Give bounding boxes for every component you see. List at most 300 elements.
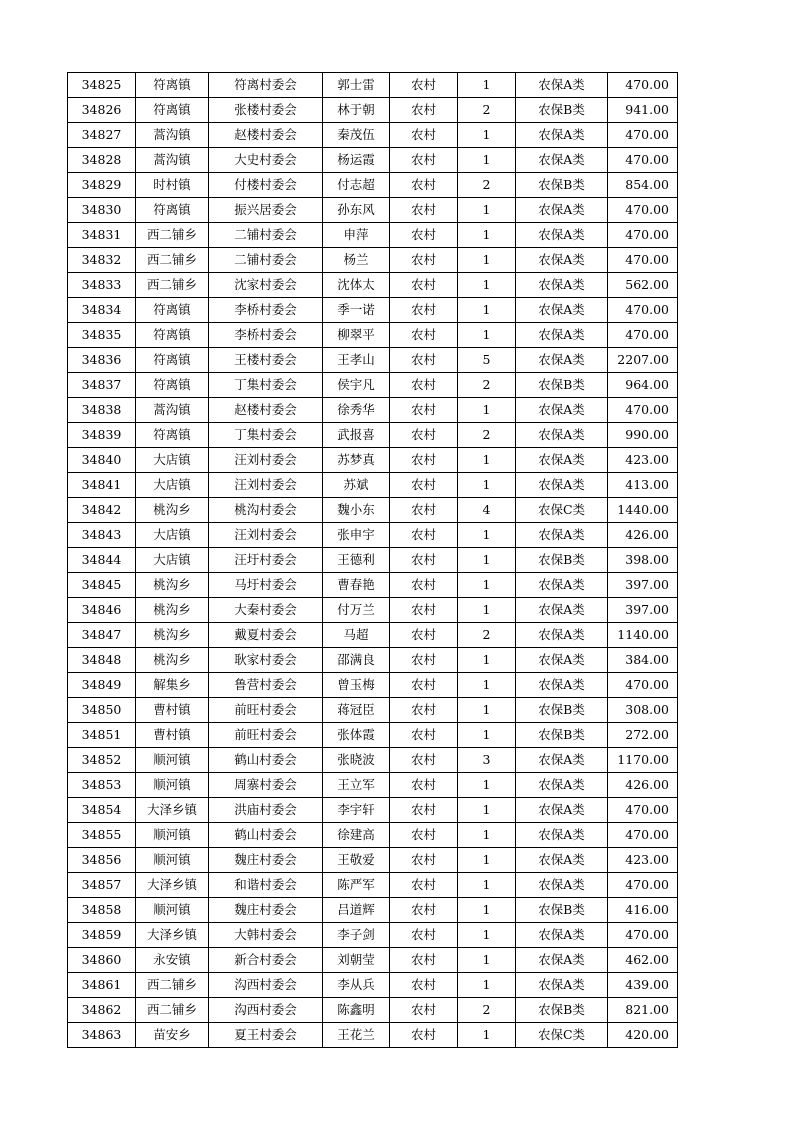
insurance-category-cell: 农保A类 <box>516 973 608 998</box>
insurance-category-cell: 农保A类 <box>516 273 608 298</box>
amount-cell: 384.00 <box>608 648 678 673</box>
amount-cell: 308.00 <box>608 698 678 723</box>
amount-cell: 426.00 <box>608 523 678 548</box>
insurance-category-cell: 农保A类 <box>516 298 608 323</box>
record-id-cell: 34839 <box>68 423 136 448</box>
name-cell: 魏小东 <box>323 498 390 523</box>
member-count-cell: 1 <box>458 848 516 873</box>
town-cell: 大泽乡镇 <box>136 923 209 948</box>
insurance-category-cell: 农保A类 <box>516 948 608 973</box>
record-id-cell: 34843 <box>68 523 136 548</box>
village-cell: 汪圩村委会 <box>209 548 323 573</box>
name-cell: 王德利 <box>323 548 390 573</box>
town-cell: 符离镇 <box>136 98 209 123</box>
village-cell: 魏庄村委会 <box>209 898 323 923</box>
table-row <box>68 848 678 873</box>
record-id-cell: 34832 <box>68 248 136 273</box>
name-cell: 张体霞 <box>323 723 390 748</box>
amount-cell: 854.00 <box>608 173 678 198</box>
village-cell: 鹤山村委会 <box>209 748 323 773</box>
table-row <box>68 798 678 823</box>
member-count-cell: 1 <box>458 148 516 173</box>
record-id-cell: 34862 <box>68 998 136 1023</box>
town-cell: 西二铺乡 <box>136 273 209 298</box>
member-count-cell: 1 <box>458 548 516 573</box>
insurance-category-cell: 农保A类 <box>516 348 608 373</box>
name-cell: 王孝山 <box>323 348 390 373</box>
insurance-category-cell: 农保B类 <box>516 548 608 573</box>
record-id-cell: 34857 <box>68 873 136 898</box>
table-row <box>68 898 678 923</box>
town-cell: 符离镇 <box>136 298 209 323</box>
name-cell: 李子剑 <box>323 923 390 948</box>
village-cell: 二铺村委会 <box>209 223 323 248</box>
table-row <box>68 948 678 973</box>
village-cell: 桃沟村委会 <box>209 498 323 523</box>
name-cell: 蒋冠臣 <box>323 698 390 723</box>
town-cell: 桃沟乡 <box>136 648 209 673</box>
insurance-category-cell: 农保B类 <box>516 723 608 748</box>
town-cell: 顺河镇 <box>136 748 209 773</box>
household-type-cell: 农村 <box>390 948 458 973</box>
name-cell: 郭士雷 <box>323 73 390 98</box>
household-type-cell: 农村 <box>390 898 458 923</box>
household-type-cell: 农村 <box>390 173 458 198</box>
village-cell: 李桥村委会 <box>209 323 323 348</box>
amount-cell: 470.00 <box>608 798 678 823</box>
name-cell: 徐建高 <box>323 823 390 848</box>
village-cell: 周寨村委会 <box>209 773 323 798</box>
town-cell: 桃沟乡 <box>136 498 209 523</box>
household-type-cell: 农村 <box>390 273 458 298</box>
amount-cell: 990.00 <box>608 423 678 448</box>
name-cell: 王敬爱 <box>323 848 390 873</box>
member-count-cell: 1 <box>458 798 516 823</box>
town-cell: 西二铺乡 <box>136 223 209 248</box>
town-cell: 顺河镇 <box>136 848 209 873</box>
household-type-cell: 农村 <box>390 773 458 798</box>
household-type-cell: 农村 <box>390 373 458 398</box>
insurance-category-cell: 农保A类 <box>516 398 608 423</box>
table-row <box>68 98 678 123</box>
member-count-cell: 1 <box>458 248 516 273</box>
town-cell: 符离镇 <box>136 73 209 98</box>
table-row <box>68 673 678 698</box>
household-type-cell: 农村 <box>390 423 458 448</box>
town-cell: 苗安乡 <box>136 1023 209 1048</box>
name-cell: 马超 <box>323 623 390 648</box>
amount-cell: 1140.00 <box>608 623 678 648</box>
amount-cell: 423.00 <box>608 448 678 473</box>
name-cell: 曾玉梅 <box>323 673 390 698</box>
insurance-category-cell: 农保A类 <box>516 573 608 598</box>
member-count-cell: 1 <box>458 698 516 723</box>
town-cell: 西二铺乡 <box>136 248 209 273</box>
town-cell: 大店镇 <box>136 473 209 498</box>
name-cell: 秦茂伍 <box>323 123 390 148</box>
record-id-cell: 34826 <box>68 98 136 123</box>
member-count-cell: 1 <box>458 298 516 323</box>
amount-cell: 470.00 <box>608 673 678 698</box>
amount-cell: 470.00 <box>608 923 678 948</box>
amount-cell: 470.00 <box>608 148 678 173</box>
village-cell: 李桥村委会 <box>209 298 323 323</box>
insurance-category-cell: 农保A类 <box>516 123 608 148</box>
village-cell: 汪刘村委会 <box>209 448 323 473</box>
town-cell: 顺河镇 <box>136 898 209 923</box>
town-cell: 符离镇 <box>136 348 209 373</box>
amount-cell: 1170.00 <box>608 748 678 773</box>
table-row <box>68 173 678 198</box>
record-id-cell: 34853 <box>68 773 136 798</box>
record-id-cell: 34837 <box>68 373 136 398</box>
village-cell: 鹤山村委会 <box>209 823 323 848</box>
town-cell: 顺河镇 <box>136 773 209 798</box>
name-cell: 王花兰 <box>323 1023 390 1048</box>
insurance-category-cell: 农保B类 <box>516 698 608 723</box>
record-id-cell: 34848 <box>68 648 136 673</box>
record-id-cell: 34833 <box>68 273 136 298</box>
amount-cell: 426.00 <box>608 773 678 798</box>
table-row <box>68 623 678 648</box>
insurance-category-cell: 农保A类 <box>516 448 608 473</box>
village-cell: 戴夏村委会 <box>209 623 323 648</box>
village-cell: 丁集村委会 <box>209 373 323 398</box>
record-id-cell: 34827 <box>68 123 136 148</box>
member-count-cell: 1 <box>458 598 516 623</box>
town-cell: 大店镇 <box>136 523 209 548</box>
member-count-cell: 1 <box>458 648 516 673</box>
amount-cell: 470.00 <box>608 73 678 98</box>
record-id-cell: 34861 <box>68 973 136 998</box>
town-cell: 大泽乡镇 <box>136 798 209 823</box>
member-count-cell: 1 <box>458 573 516 598</box>
town-cell: 时村镇 <box>136 173 209 198</box>
table-row <box>68 548 678 573</box>
village-cell: 鲁营村委会 <box>209 673 323 698</box>
town-cell: 蒿沟镇 <box>136 148 209 173</box>
table-row <box>68 223 678 248</box>
household-type-cell: 农村 <box>390 623 458 648</box>
town-cell: 符离镇 <box>136 373 209 398</box>
household-type-cell: 农村 <box>390 448 458 473</box>
household-type-cell: 农村 <box>390 848 458 873</box>
table-row <box>68 598 678 623</box>
town-cell: 曹村镇 <box>136 723 209 748</box>
name-cell: 付万兰 <box>323 598 390 623</box>
record-id-cell: 34844 <box>68 548 136 573</box>
table-row <box>68 323 678 348</box>
member-count-cell: 1 <box>458 323 516 348</box>
member-count-cell: 1 <box>458 723 516 748</box>
insurance-category-cell: 农保A类 <box>516 523 608 548</box>
record-id-cell: 34831 <box>68 223 136 248</box>
insurance-category-cell: 农保B类 <box>516 373 608 398</box>
town-cell: 西二铺乡 <box>136 998 209 1023</box>
record-id-cell: 34830 <box>68 198 136 223</box>
record-id-cell: 34854 <box>68 798 136 823</box>
member-count-cell: 1 <box>458 123 516 148</box>
household-type-cell: 农村 <box>390 298 458 323</box>
member-count-cell: 3 <box>458 748 516 773</box>
town-cell: 永安镇 <box>136 948 209 973</box>
data-table <box>67 72 678 1048</box>
village-cell: 夏王村委会 <box>209 1023 323 1048</box>
insurance-category-cell: 农保B类 <box>516 998 608 1023</box>
name-cell: 柳翠平 <box>323 323 390 348</box>
village-cell: 赵楼村委会 <box>209 398 323 423</box>
member-count-cell: 1 <box>458 223 516 248</box>
record-id-cell: 34835 <box>68 323 136 348</box>
member-count-cell: 1 <box>458 823 516 848</box>
household-type-cell: 农村 <box>390 73 458 98</box>
amount-cell: 941.00 <box>608 98 678 123</box>
table-row <box>68 423 678 448</box>
town-cell: 蒿沟镇 <box>136 398 209 423</box>
insurance-category-cell: 农保B类 <box>516 898 608 923</box>
table-row <box>68 873 678 898</box>
member-count-cell: 1 <box>458 873 516 898</box>
amount-cell: 397.00 <box>608 573 678 598</box>
table-row <box>68 573 678 598</box>
village-cell: 符离村委会 <box>209 73 323 98</box>
table-row <box>68 448 678 473</box>
insurance-category-cell: 农保A类 <box>516 623 608 648</box>
household-type-cell: 农村 <box>390 598 458 623</box>
household-type-cell: 农村 <box>390 873 458 898</box>
household-type-cell: 农村 <box>390 323 458 348</box>
record-id-cell: 34859 <box>68 923 136 948</box>
member-count-cell: 2 <box>458 98 516 123</box>
household-type-cell: 农村 <box>390 198 458 223</box>
household-type-cell: 农村 <box>390 673 458 698</box>
table-row <box>68 298 678 323</box>
town-cell: 符离镇 <box>136 198 209 223</box>
insurance-category-cell: 农保A类 <box>516 323 608 348</box>
insurance-category-cell: 农保B类 <box>516 98 608 123</box>
table-row <box>68 998 678 1023</box>
name-cell: 李宇轩 <box>323 798 390 823</box>
insurance-category-cell: 农保A类 <box>516 823 608 848</box>
member-count-cell: 1 <box>458 273 516 298</box>
village-cell: 沟西村委会 <box>209 973 323 998</box>
table-row <box>68 773 678 798</box>
town-cell: 符离镇 <box>136 423 209 448</box>
table-row <box>68 73 678 98</box>
table-row <box>68 373 678 398</box>
amount-cell: 1440.00 <box>608 498 678 523</box>
amount-cell: 470.00 <box>608 123 678 148</box>
member-count-cell: 1 <box>458 923 516 948</box>
record-id-cell: 34842 <box>68 498 136 523</box>
village-cell: 前旺村委会 <box>209 698 323 723</box>
table-row <box>68 823 678 848</box>
name-cell: 苏斌 <box>323 473 390 498</box>
member-count-cell: 2 <box>458 423 516 448</box>
household-type-cell: 农村 <box>390 223 458 248</box>
town-cell: 大泽乡镇 <box>136 873 209 898</box>
name-cell: 杨兰 <box>323 248 390 273</box>
household-type-cell: 农村 <box>390 923 458 948</box>
table-row <box>68 498 678 523</box>
village-cell: 前旺村委会 <box>209 723 323 748</box>
amount-cell: 462.00 <box>608 948 678 973</box>
name-cell: 杨运霞 <box>323 148 390 173</box>
household-type-cell: 农村 <box>390 523 458 548</box>
name-cell: 徐秀华 <box>323 398 390 423</box>
amount-cell: 420.00 <box>608 1023 678 1048</box>
record-id-cell: 34828 <box>68 148 136 173</box>
household-type-cell: 农村 <box>390 548 458 573</box>
record-id-cell: 34846 <box>68 598 136 623</box>
insurance-category-cell: 农保A类 <box>516 148 608 173</box>
record-id-cell: 34845 <box>68 573 136 598</box>
insurance-category-cell: 农保B类 <box>516 173 608 198</box>
household-type-cell: 农村 <box>390 973 458 998</box>
town-cell: 桃沟乡 <box>136 623 209 648</box>
village-cell: 魏庄村委会 <box>209 848 323 873</box>
table-body <box>68 73 678 1048</box>
village-cell: 洪庙村委会 <box>209 798 323 823</box>
name-cell: 申萍 <box>323 223 390 248</box>
village-cell: 马圩村委会 <box>209 573 323 598</box>
member-count-cell: 1 <box>458 198 516 223</box>
insurance-category-cell: 农保A类 <box>516 648 608 673</box>
amount-cell: 964.00 <box>608 373 678 398</box>
household-type-cell: 农村 <box>390 148 458 173</box>
town-cell: 桃沟乡 <box>136 573 209 598</box>
amount-cell: 423.00 <box>608 848 678 873</box>
household-type-cell: 农村 <box>390 248 458 273</box>
name-cell: 吕道辉 <box>323 898 390 923</box>
name-cell: 孙东风 <box>323 198 390 223</box>
insurance-category-cell: 农保A类 <box>516 773 608 798</box>
village-cell: 耿家村委会 <box>209 648 323 673</box>
town-cell: 西二铺乡 <box>136 973 209 998</box>
record-id-cell: 34838 <box>68 398 136 423</box>
member-count-cell: 5 <box>458 348 516 373</box>
town-cell: 曹村镇 <box>136 698 209 723</box>
name-cell: 刘朝莹 <box>323 948 390 973</box>
amount-cell: 416.00 <box>608 898 678 923</box>
member-count-cell: 1 <box>458 448 516 473</box>
household-type-cell: 农村 <box>390 698 458 723</box>
name-cell: 陈鑫明 <box>323 998 390 1023</box>
town-cell: 桃沟乡 <box>136 598 209 623</box>
record-id-cell: 34858 <box>68 898 136 923</box>
member-count-cell: 2 <box>458 998 516 1023</box>
member-count-cell: 2 <box>458 373 516 398</box>
table-row <box>68 348 678 373</box>
table-row <box>68 523 678 548</box>
amount-cell: 470.00 <box>608 198 678 223</box>
record-id-cell: 34847 <box>68 623 136 648</box>
insurance-category-cell: 农保A类 <box>516 848 608 873</box>
amount-cell: 470.00 <box>608 398 678 423</box>
name-cell: 季一诺 <box>323 298 390 323</box>
household-type-cell: 农村 <box>390 798 458 823</box>
village-cell: 新合村委会 <box>209 948 323 973</box>
village-cell: 赵楼村委会 <box>209 123 323 148</box>
record-id-cell: 34852 <box>68 748 136 773</box>
member-count-cell: 1 <box>458 1023 516 1048</box>
village-cell: 王楼村委会 <box>209 348 323 373</box>
village-cell: 大秦村委会 <box>209 598 323 623</box>
member-count-cell: 1 <box>458 948 516 973</box>
insurance-category-cell: 农保A类 <box>516 923 608 948</box>
record-id-cell: 34860 <box>68 948 136 973</box>
name-cell: 苏梦真 <box>323 448 390 473</box>
town-cell: 解集乡 <box>136 673 209 698</box>
table-row <box>68 723 678 748</box>
member-count-cell: 1 <box>458 898 516 923</box>
amount-cell: 2207.00 <box>608 348 678 373</box>
household-type-cell: 农村 <box>390 348 458 373</box>
name-cell: 武报喜 <box>323 423 390 448</box>
table-row <box>68 148 678 173</box>
insurance-category-cell: 农保A类 <box>516 798 608 823</box>
village-cell: 振兴居委会 <box>209 198 323 223</box>
record-id-cell: 34856 <box>68 848 136 873</box>
amount-cell: 470.00 <box>608 823 678 848</box>
member-count-cell: 1 <box>458 73 516 98</box>
table-row <box>68 748 678 773</box>
household-type-cell: 农村 <box>390 398 458 423</box>
town-cell: 大店镇 <box>136 548 209 573</box>
record-id-cell: 34850 <box>68 698 136 723</box>
amount-cell: 397.00 <box>608 598 678 623</box>
household-type-cell: 农村 <box>390 473 458 498</box>
member-count-cell: 2 <box>458 173 516 198</box>
member-count-cell: 1 <box>458 973 516 998</box>
record-id-cell: 34825 <box>68 73 136 98</box>
record-id-cell: 34840 <box>68 448 136 473</box>
town-cell: 符离镇 <box>136 323 209 348</box>
name-cell: 陈严军 <box>323 873 390 898</box>
record-id-cell: 34834 <box>68 298 136 323</box>
member-count-cell: 4 <box>458 498 516 523</box>
insurance-category-cell: 农保A类 <box>516 223 608 248</box>
record-id-cell: 34855 <box>68 823 136 848</box>
village-cell: 汪刘村委会 <box>209 523 323 548</box>
amount-cell: 470.00 <box>608 298 678 323</box>
name-cell: 张晓波 <box>323 748 390 773</box>
household-type-cell: 农村 <box>390 98 458 123</box>
name-cell: 付志超 <box>323 173 390 198</box>
table-row <box>68 198 678 223</box>
table-row <box>68 1023 678 1048</box>
name-cell: 沈体太 <box>323 273 390 298</box>
household-type-cell: 农村 <box>390 573 458 598</box>
village-cell: 付楼村委会 <box>209 173 323 198</box>
table-row <box>68 398 678 423</box>
village-cell: 大史村委会 <box>209 148 323 173</box>
insurance-category-cell: 农保A类 <box>516 873 608 898</box>
household-type-cell: 农村 <box>390 823 458 848</box>
member-count-cell: 1 <box>458 773 516 798</box>
household-type-cell: 农村 <box>390 998 458 1023</box>
member-count-cell: 1 <box>458 473 516 498</box>
table-row <box>68 248 678 273</box>
amount-cell: 470.00 <box>608 248 678 273</box>
insurance-category-cell: 农保A类 <box>516 473 608 498</box>
name-cell: 邵满良 <box>323 648 390 673</box>
name-cell: 李从兵 <box>323 973 390 998</box>
amount-cell: 470.00 <box>608 323 678 348</box>
insurance-category-cell: 农保A类 <box>516 73 608 98</box>
table-row <box>68 473 678 498</box>
town-cell: 蒿沟镇 <box>136 123 209 148</box>
